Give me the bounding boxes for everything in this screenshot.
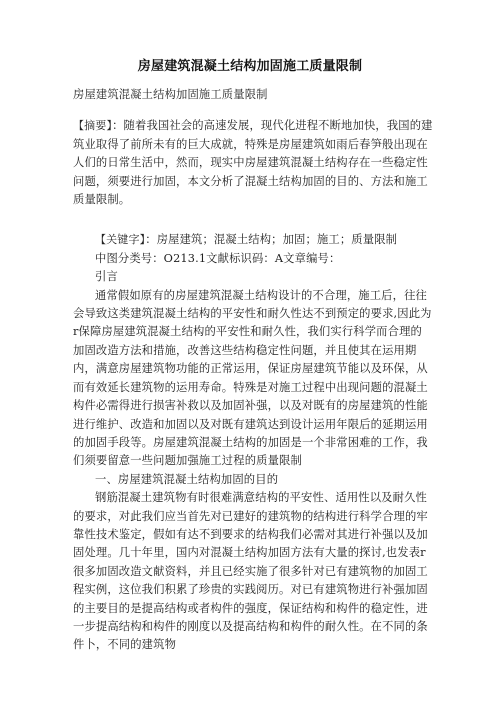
classification-line: 中图分类号：O213.1文献标识码：A文章编号：: [95, 251, 341, 265]
keywords-line: [73, 231, 433, 249]
document-title: 房屋建筑混凝土结构加固施工质量限制: [137, 59, 363, 74]
abstract-text: ：随着我国社会的高速发展，现代化进程不断地加快，我国的建筑业取得了前所未有的巨大成就，特殊是房屋建筑如雨后春笋般出现在人们的日常生活中，然而，现实中房屋建筑混凝土结构存在一些稳定性问题，须要进行加固，本文分析了混凝土结构加固的目的、方法和施工质量限制。: [73, 119, 433, 207]
abstract-paragraph: [73, 117, 433, 209]
document-subtitle: 房屋建筑混凝土结构加固施工质量限制: [73, 88, 268, 101]
intro-paragraph: 通常假如原有的房屋建筑混凝土结构设计的不合理，施工后，往往会导致这类建筑混凝土结构的平安性和耐久性达不到预定的要求,因此为r保障房屋建筑混凝土结构的平安性和耐久性，我们实行科学而合理的加固改造方法和措施，改善这些结构稳定性问题，并且使其在运用期内，满意房屋建筑物功能的正常运用，保证房屋建筑节能以及环保，从而有效延长建筑物的运用寿命。特殊是对施工过程中出现问题的混凝土构件必需得进行损害补救以及加固补强，以及对既有的房屋建筑的性能进行维护、改造和加固以及对既有建筑达到设计运用年限后的延期运用的加固手段等。房屋建筑混凝土结构的加固是一个非常困难的工作，我们须要留意一些问题加强施工过程的质量限制: [73, 288, 432, 468]
intro-heading: 引言: [95, 270, 118, 284]
abstract-label: 【摘要】: [73, 119, 113, 133]
section1-heading: 一、房屋建筑混凝土结构加固的目的: [95, 472, 279, 486]
document-body: [73, 86, 433, 655]
section1-paragraph: 钢筋混凝土建筑物有时很难满意结构的平安性、适用性以及耐久性的要求，对此我们应当首先对已建好的建筑物的结构进行科学合理的牢靠性技术鉴定，假如有达不到要求的结构我们必需对其进行补强以及加固处理。几十年里，国内对混凝土结构加固方法有大量的探讨,也发表r很多加固改造文献资料，并且已经实施了很多针对已有建筑物的加固工程实例，这位我们积累了珍贵的实践阅历。对已有建筑物进行补强加固的主要目的是提高结构或者构件的强度，保证结构和构件的稳定性，进一步提高结构和构件的刚度以及提高结构和构件的耐久性。在不同的条件卜，不同的建筑物: [73, 491, 428, 652]
keywords-text: ：房屋建筑；混凝土结构；加固；施工；质量限制: [145, 233, 398, 247]
keywords-label: 【关键字】: [95, 233, 146, 247]
